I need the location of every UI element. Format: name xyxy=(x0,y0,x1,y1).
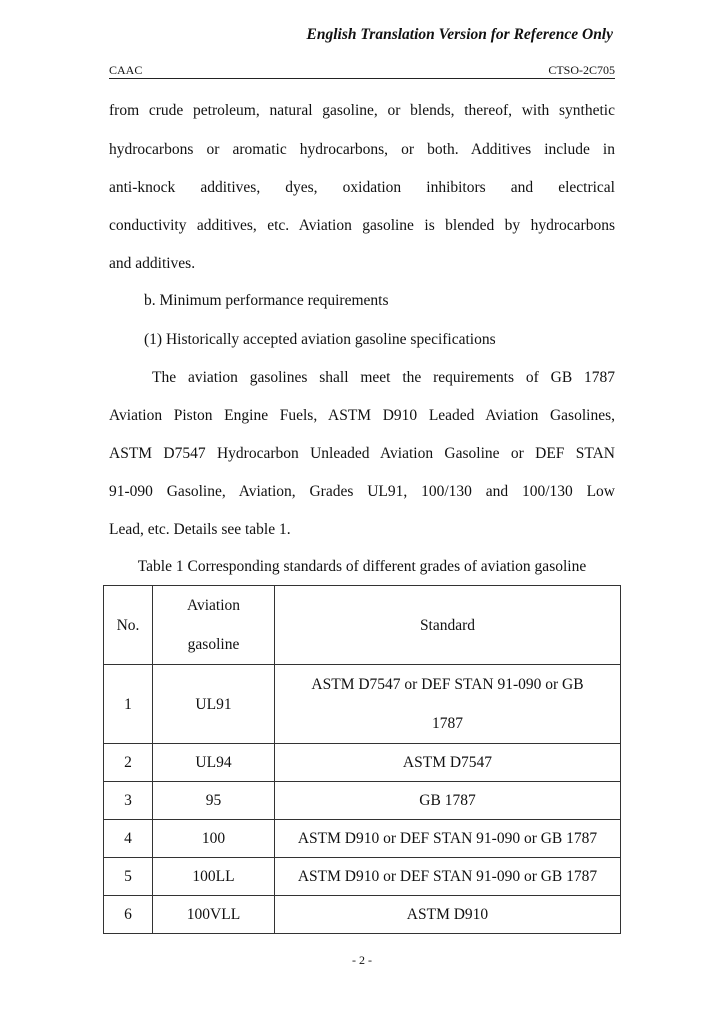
cell-standard: ASTM D910 or DEF STAN 91-090 or GB 1787 xyxy=(275,820,621,858)
cell-standard-line2: 1787 xyxy=(432,715,463,732)
cell-standard: ASTM D910 or DEF STAN 91-090 or GB 1787 xyxy=(275,858,621,896)
table-caption: Table 1 Corresponding standards of different grades of aviation gasoline xyxy=(137,558,587,575)
cell-gasoline: UL94 xyxy=(153,744,275,782)
cell-no: 5 xyxy=(104,858,153,896)
section-heading-b: b. Minimum performance requirements xyxy=(144,292,389,309)
cell-gasoline: 100 xyxy=(153,820,275,858)
cell-standard: GB 1787 xyxy=(275,782,621,820)
body-line: 91-090 Gasoline, Aviation, Grades UL91, 100/130 and 100/130 Low xyxy=(109,483,615,500)
header-no: No. xyxy=(104,586,153,665)
body-line: from crude petroleum, natural gasoline, or blends, thereof, with synthetic xyxy=(109,102,615,119)
cell-standard-line1: ASTM D7547 or DEF STAN 91-090 or GB xyxy=(311,676,584,693)
table-header-row xyxy=(104,586,621,665)
section-heading-1: (1) Historically accepted aviation gasoline specifications xyxy=(144,331,496,348)
body-line: ASTM D7547 Hydrocarbon Unleaded Aviation Gasoline or DEF STAN xyxy=(109,445,615,462)
cell-standard: ASTM D910 xyxy=(275,896,621,934)
page-number: - 2 - xyxy=(352,953,372,967)
header-gasoline-line1: Aviation xyxy=(186,597,241,614)
body-line: conductivity additives, etc. Aviation gasoline is blended by hydrocarbons xyxy=(109,217,615,234)
cell-gasoline: 95 xyxy=(153,782,275,820)
cell-no: 6 xyxy=(104,896,153,934)
header-gasoline-line2: gasoline xyxy=(187,636,240,653)
body-line: and additives. xyxy=(109,255,196,272)
table-row xyxy=(104,744,621,782)
header-gasoline xyxy=(153,586,275,665)
table-row xyxy=(104,782,621,820)
page-header xyxy=(109,63,615,79)
body-line: The aviation gasolines shall meet the requirements of GB 1787 xyxy=(152,369,615,386)
body-line: Aviation Piston Engine Fuels, ASTM D910 Leaded Aviation Gasolines, xyxy=(109,407,615,424)
header-doc-id: CTSO-2C705 xyxy=(548,63,615,77)
cell-no: 2 xyxy=(104,744,153,782)
cell-no: 3 xyxy=(104,782,153,820)
body-line: Lead, etc. Details see table 1. xyxy=(109,521,291,538)
table-row xyxy=(104,820,621,858)
cell-gasoline: UL91 xyxy=(153,665,275,744)
header-org: CAAC xyxy=(109,63,143,77)
cell-gasoline: 100VLL xyxy=(153,896,275,934)
translation-banner: English Translation Version for Reference Only xyxy=(306,26,613,43)
table-row xyxy=(104,896,621,934)
cell-no: 4 xyxy=(104,820,153,858)
body-line: hydrocarbons or aromatic hydrocarbons, or both. Additives include in xyxy=(109,141,615,158)
table-row xyxy=(104,858,621,896)
table-row xyxy=(104,665,621,744)
header-standard: Standard xyxy=(275,586,621,665)
cell-standard: ASTM D7547 xyxy=(275,744,621,782)
cell-no: 1 xyxy=(104,665,153,744)
cell-gasoline: 100LL xyxy=(153,858,275,896)
cell-standard xyxy=(275,665,621,744)
body-line: anti-knock additives, dyes, oxidation inhibitors and electrical xyxy=(109,179,615,196)
gasoline-standards-table xyxy=(103,585,621,934)
